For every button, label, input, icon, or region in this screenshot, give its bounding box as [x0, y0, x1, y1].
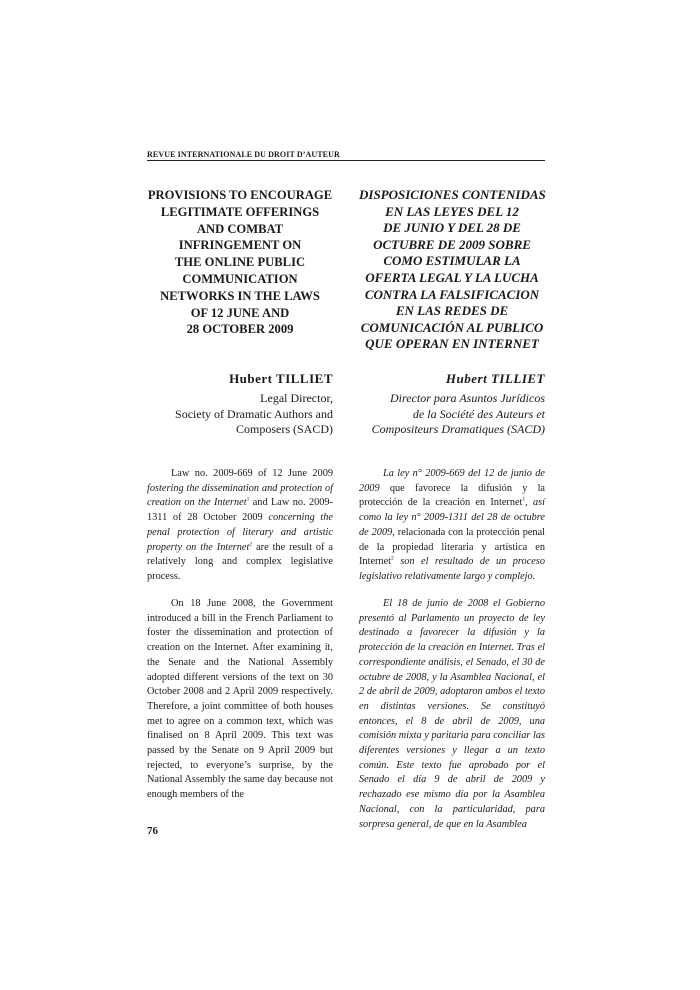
header-rule — [147, 160, 545, 161]
affiliation-line: Society of Dramatic Authors and — [175, 406, 333, 421]
text-run: and Law no. 2009-1311 of 28 October 2009 — [147, 497, 333, 524]
text-run-italic: , así como la ley n° 2009-1311 del 28 de octubre de 2009, — [359, 497, 545, 538]
affiliation-line: Legal Director, — [260, 391, 333, 405]
spanish-title-line: EN LAS LEYES DEL 12 — [385, 203, 519, 219]
footnote-ref[interactable]: 1 — [522, 496, 526, 503]
spanish-title-line: EN LAS REDES DE — [395, 303, 509, 319]
english-author-affiliation — [147, 391, 333, 438]
law-title-italic: fostering the dissemination and protection of creation on the Internet — [147, 482, 333, 509]
text-run: Law no. 2009-669 of 12 June 2009 — [171, 468, 333, 479]
english-paragraph-1 — [147, 467, 333, 585]
running-header: REVUE INTERNATIONALE DU DROIT D’AUTEUR — [147, 150, 340, 159]
text-run: relacionada con la protección penal de la propiedad literaria y artística en Internet — [359, 526, 545, 568]
english-title — [147, 187, 333, 338]
english-author-name: Hubert TILLIET — [229, 371, 333, 386]
english-title-line: 28 OCTOBER 2009 — [186, 322, 294, 337]
english-title-line: PROVISIONS TO ENCOURAGE — [147, 188, 333, 202]
english-title-line: COMMUNICATION — [182, 271, 298, 286]
text-run-italic: La ley n° 2009-669 del 12 de junio de 2009 — [359, 468, 545, 494]
paragraph-text: On 18 June 2008, the Government introduced a bill in the French Parliament to foster the dissemination and protection of creation on the Internet. After examining it, the Senate and the National Assembly adopted different versions of the text on 30 October 2008 and 2 April 2009 respectively. Therefore, a joint committee of both houses met to agree on a common text, which was finalised on 8 April 2009. This text was passed by the Senate on 9 April 2009 but rejected, to everyone’s surprise, by the National Assembly the same day because not enough members of the — [147, 598, 333, 801]
spanish-title-line: DISPOSICIONES CONTENIDAS — [359, 187, 546, 202]
affiliation-line: Compositeurs Dramatiques (SACD) — [371, 422, 545, 436]
page-number: 76 — [147, 825, 158, 837]
english-title-line: INFRINGEMENT ON — [178, 238, 302, 253]
affiliation-line: Composers (SACD) — [235, 422, 333, 436]
spanish-title-line: CONTRA LA FALSIFICACION — [364, 286, 540, 302]
text-run-italic: son el resultado de un proceso legislativo relativamente largo y complejo. — [359, 556, 545, 582]
spanish-paragraph-1 — [359, 467, 545, 585]
footnote-ref[interactable]: 1 — [246, 496, 250, 503]
text-run: que favorece la difusión y la protección de la creación en Internet — [359, 482, 545, 509]
english-title-line: NETWORKS IN THE LAWS — [160, 288, 320, 303]
english-title-line: LEGITIMATE OFFERINGS — [160, 204, 320, 219]
english-title-line: THE ONLINE PUBLIC — [174, 255, 306, 270]
affiliation-line: de la Société des Auteurs et — [412, 406, 545, 421]
english-title-line: OF 12 JUNE AND — [190, 305, 290, 320]
spanish-title-line: OFERTA LEGAL Y LA LUCHA — [365, 269, 539, 285]
footnote-ref[interactable]: 2 — [249, 541, 253, 548]
paragraph-text: El 18 de junio de 2008 el Gobierno presentó al Parlamento un proyecto de ley destinado a favorecer la difusión y la protección de la creación en Internet. Tras el correspondiente análisis, el Senado, el 30 de octubre de 2008, y la Asamblea Nacional, el 2 de abril de 2009, adoptaron ambos el texto en distintas versiones. Se constituyó entonces, el 8 de abril de 2009, una comisión mixta y paritaria para conciliar las diferentes versiones y llegar a un texto común. Este texto fue aprobado por el Senado el día 9 de abril de 2009 y rechazado ese mismo día por la Asamblea Nacional, con la particularidad, para sorpresa general, de que en la Asamblea — [359, 598, 545, 830]
affiliation-line: Director para Asuntos Jurídicos — [390, 391, 545, 405]
spanish-author-name: Hubert TILLIET — [445, 371, 545, 386]
spanish-title-line: OCTUBRE DE 2009 SOBRE — [373, 236, 531, 252]
english-paragraph-2 — [147, 597, 333, 803]
spanish-paragraph-2 — [359, 597, 545, 832]
english-title-line: AND COMBAT — [196, 221, 284, 236]
law-title-italic: concerning the penal protection of literary and artistic property on the Internet — [147, 512, 333, 553]
footnote-ref[interactable]: 2 — [391, 555, 394, 562]
spanish-author-affiliation — [359, 391, 545, 438]
spanish-title — [359, 187, 545, 353]
text-run: are the result of a relatively long and complex legislative process. — [147, 541, 333, 582]
spanish-title-line: QUE OPERAN EN INTERNET — [365, 336, 539, 352]
spanish-title-line: COMUNICACIÓN AL PUBLICO — [360, 319, 544, 335]
spanish-title-line: DE JUNIO Y DEL 28 DE — [383, 220, 521, 236]
spanish-title-line: COMO ESTIMULAR LA — [383, 253, 521, 269]
